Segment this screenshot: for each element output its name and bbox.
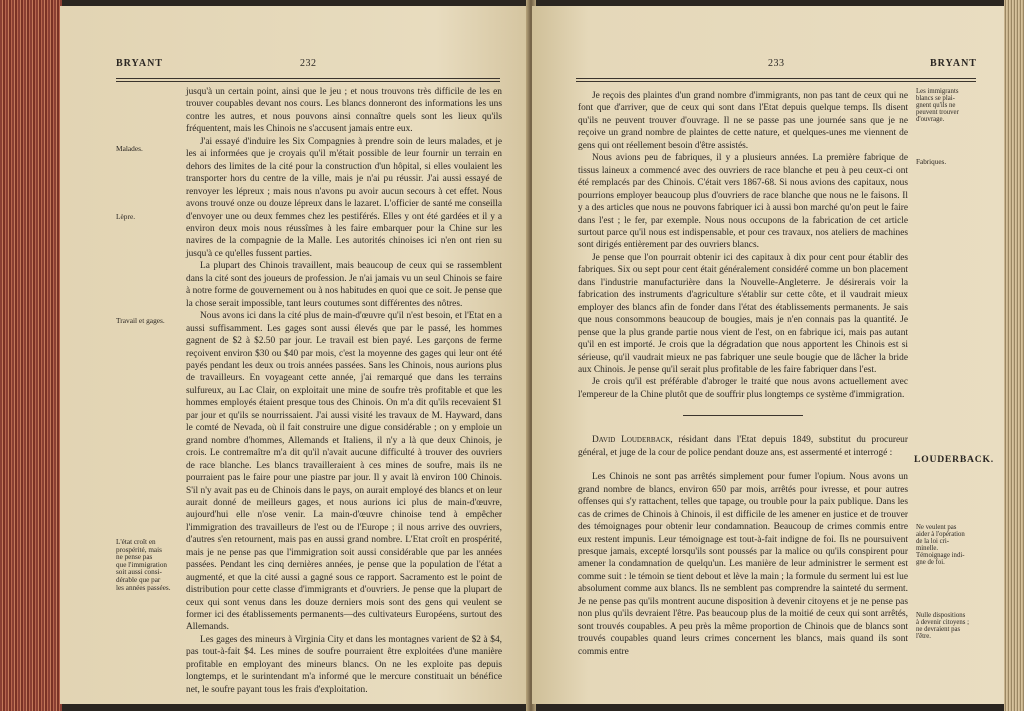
margin-note: L'état croît en prospérité, mais ne pense pas que l'immigration soit aussi consi- dérable que par les années passées. (116, 538, 171, 592)
left-page (60, 6, 530, 704)
right-page (532, 6, 1004, 704)
paragraph: La plupart des Chinois travaillent, mais beaucoup de ceux qui se rassemblent dans la cité sont des joueurs de profession. Je n'ai jamais vu un seul Chinois se faire à notre forme de gouvernement ou à nos habitudes en quoi que ce soit. Je pense que la chose serait impossible, tant leurs coutumes sont différentes des nôtres. (186, 261, 502, 309)
margin-note: Lèpre. (116, 212, 136, 221)
section-divider (683, 415, 803, 416)
left-page-number: 232 (300, 58, 317, 69)
margin-note: Fabriques. (916, 158, 947, 166)
margin-note: Les immigrants blancs se plai- gnent qu'ils ne peuvent trouver d'ouvrage. (916, 88, 959, 123)
page-edges-left (0, 0, 62, 711)
paragraph: jusqu'à un certain point, ainsi que le jeu ; et nous trouvons très difficile de les en trouver coupables devant nos cours. Les blancs donneront des informations les uns contre les autres, et nous pouvons ainsi connaître quels sont les lieux qu'ils fréquentent, mais les Chinois ne s'accusent jamais entre eux. (186, 87, 502, 135)
margin-note: Nulle dispositions à devenir citoyens ; ne devraient pas l'être. (916, 612, 970, 640)
speaker-margin-label: LOUDERBACK. (914, 454, 994, 465)
right-body-text (578, 90, 908, 658)
witness-intro: David Louderback, résidant dans l'Etat depuis 1849, substitut du procureur général, et juge de la cour de police pendant douze ans, est assermenté et interrogé : (578, 435, 908, 458)
paragraph: Je crois qu'il est préférable d'abroger le traité que nous avons actuellement avec l'empereur de la Chine plutôt que de souffrir plus longtemps ce système d'immigration. (578, 377, 908, 400)
paragraph: Les gages des mineurs à Virginia City et dans les montagnes varient de $2 à $4, pas tout-à-fait $4. Les mines de soufre pourraient être exploitées d'une manière profitable en employant des mineurs blancs. On ne les exploite pas depuis longtemps, et le surintendant m'a informé que le mercure constituait un bénéfice net, le soufre payant tous les frais d'exploitation. (186, 634, 502, 695)
right-page-number: 233 (768, 58, 785, 69)
page-edges-right (1004, 0, 1024, 711)
margin-note: Malades. (116, 144, 143, 153)
paragraph: Nous avions peu de fabriques, il y a plusieurs années. La première fabrique de tissus laineux a commencé avec des ouvriers de race blanche et peu à peu ceux-ci ont été remplacés par des Chinois. C'était vers 1867-68. Si nous avions des capitaux, nous pourrions employer beaucoup plus d'ouvriers de race blanche que nous ne le faisons. Il y a des articles que nous ne pouvons fabriquer ici à aussi bon marché qu'on peut le faire dans l'est ; le fer, par exemple. Nous nous occupons de la fabrication de cet article surtout parce qu'il nous est indispensable, et pour ces travaux, nos ateliers de machines sont dirigés entièrement par des ouvriers blancs. (578, 153, 908, 251)
paragraph: Je pense que l'on pourrait obtenir ici des capitaux à dix pour cent pour établir des fabriques. Six ou sept pour cent était généralement considéré comme un bon placement dans l'industrie manufacturière dans la Nouvelle-Angleterre. Je désirerais voir la fabrication des instruments d'agriculture s'établir sur cette côte, et il vaudrait mieux employer des blancs afin de fonder dans l'état des établissements permanents. Je sais que nous consommons beaucoup de bougies, mais je n'en connais pas la quantité. Je pense que la plus grande partie nous vient de l'est, on en fabrique ici, mais pas autant qu'il en est importé. Je crois que la dégradation que nous apportent les Chinois est si sérieuse, qu'il vaudrait mieux ne pas fabriquer une seule bougie que de lâcher la bride aux Chinois. Je pense qu'il serait plus profitable de les faire fabriquer dans l'est. (578, 252, 908, 375)
header-rule (576, 78, 976, 79)
margin-note: Ne veulent pas aider à l'opération de la loi cri- minelle. Témoignage indi- gne de foi. (916, 524, 965, 566)
header-rule (116, 78, 500, 79)
header-rule (576, 81, 976, 82)
right-running-title: BRYANT (930, 58, 977, 69)
paragraph: Je reçois des plaintes d'un grand nombre d'immigrants, non pas tant de ceux qui ne font que d'arriver, que de ceux qui sont dans l'Etat depuis quelque temps. Ils disent qu'ils ne peuvent trouver d'ouvrage. Il ne se passe pas une journée sans que je ne reçoive un grand nombre de plaintes de cette nature, et quelques-unes me viennent de gens qui ont réellement besoin d'être assistés. (578, 91, 908, 151)
margin-note: Travail et gages. (116, 316, 165, 325)
paragraph: Nous avons ici dans la cité plus de main-d'œuvre qu'il n'est besoin, et l'Etat en a aussi suffisamment. Les gages sont aussi élevés que par le passé, les hommes gagnent de $2 à $2.50 par jour. Le travail est bien payé. Les garçons de ferme reçoivent environ $30 ou $40 par mois, c'est la moyenne des gages qui leur ont été payés pendant les deux ou trois années passées. Sans les Chinois, nous aurions plus de travailleurs. En voyageant cette année, j'ai remarqué que dans les terrains sulfureux, au Lac Clair, on exploitait une mine de soufre très profitable et que les hommes employés étaient presque tous des Chinois. On m'a dit qu'ils recevaient $1 par jour et qu'ils se nourrissaient. J'ai aussi visité les travaux de M. Hayward, dans le comté de Nevada, où il fait construire une digue considérable ; on y emploie un grand nombre d'hommes, Allemands et Italiens, il n'y a là que deux Chinois, je crois. Le contremaître m'a dit qu'il n'avait aucune difficulté à trouver des ouvriers de race blanche. Les blancs travailleraient à ces mines de soufre, mais ils ne pourraient pas le faire pour une piastre par jour. Il y avait là environ 100 Chinois. S'il n'y avait pas eu de Chinois dans le pays, on aurait employé des blancs et on leur aurait donné de meilleurs gages, et nous aurions ici plus de main-d'œuvre, aujourd'hui elle n'ose venir. La main-d'œuvre chinoise tend à empêcher l'immigration des travailleurs de l'est ou de l'Europe ; il nous arrive des ouvriers, d'autres s'en retournent, mais pas en aussi grand nombre. L'Etat croît en prospérité, mais je ne pense pas que l'immigration soit aussi considérable que par les années passées. Pendant les cinq dernières années, je pense que la population de l'état a augmenté, et que la cité aussi a gagné sous ce rapport. Sacramento est le point de distribution pour cette classe d'immigrants et d'ouvriers. Je pense que la plupart de ceux qui sont venus dans les douze derniers mois sont des gens qui veulent se former ici des établissements permanents—des cultivateurs Européens, surtout des Allemands. (186, 311, 502, 633)
witness-name: David Louderback (592, 435, 671, 446)
left-body-text (186, 86, 502, 696)
paragraph: Les Chinois ne sont pas arrêtés simplement pour fumer l'opium. Nous avons un grand nombre de blancs, environ 650 par mois, arrêtés pour ivresse, et pour autres offenses qui s'y rattachent, telles que tapage, ou trouble pour la paix publique. Dans les cas de crimes de Chinois à Chinois, il est difficile de les amener en justice et de trouver des témoignages pour obtenir leur condamnation. Beaucoup de crimes commis entre eux restent impunis. Leur témoignage est tout-à-fait indigne de foi. Ils ne poursuivent presque jamais, excepté lorsqu'ils sont poussés par la malice ou qu'ils conspirent pour amener la condamnation de quelqu'un. Les manière de leur administrer le serment est comme suit : le témoin se tient debout et lève la main ; la formule du serment lui est lue absolument comme aux blancs. Ils ne semblent pas comprendre la sainteté du serment. Je ne pense pas qu'ils montrent aucune disposition à devenir citoyens et je ne pense pas non plus qu'ils devraient l'être. Pas beaucoup plus de la moitié de ceux qui sont arrêtés, sont trouvés coupables. A peu près la même proportion de Chinois que de blancs sont trouvés coupables quand leurs crimes concernent les blancs, mais quand ils sont commis entre (578, 472, 908, 657)
paragraph: J'ai essayé d'induire les Six Compagnies à prendre soin de leurs malades, et je les ai informées que je croyais qu'il m'était possible de leur fournir un terrain en dehors des limites de la cité pour la construction d'un hôpital, si elles voulaient les transporter hors du centre de la ville, mais je n'ai pu réussir. J'ai aussi essayé de renvoyer les lépreux ; mais nous n'avons pu avoir aucun secours à cet effet. Nous avons trouvé onze ou douze lépreux dans le lazaret. L'officier de santé me conseilla d'envoyer une ou deux femmes chez les pestiférés. Elles y ont été gardées et il y a environ deux mois nous réussîmes à les faire embarquer pour la Chine sur les navires de la compagnie de la Malle. Les autorités chinoises ici n'en ont rien su jusqu'à ce qu'elles fussent parties. (186, 136, 502, 259)
header-rule (116, 81, 500, 82)
left-running-title: BRYANT (116, 58, 163, 69)
